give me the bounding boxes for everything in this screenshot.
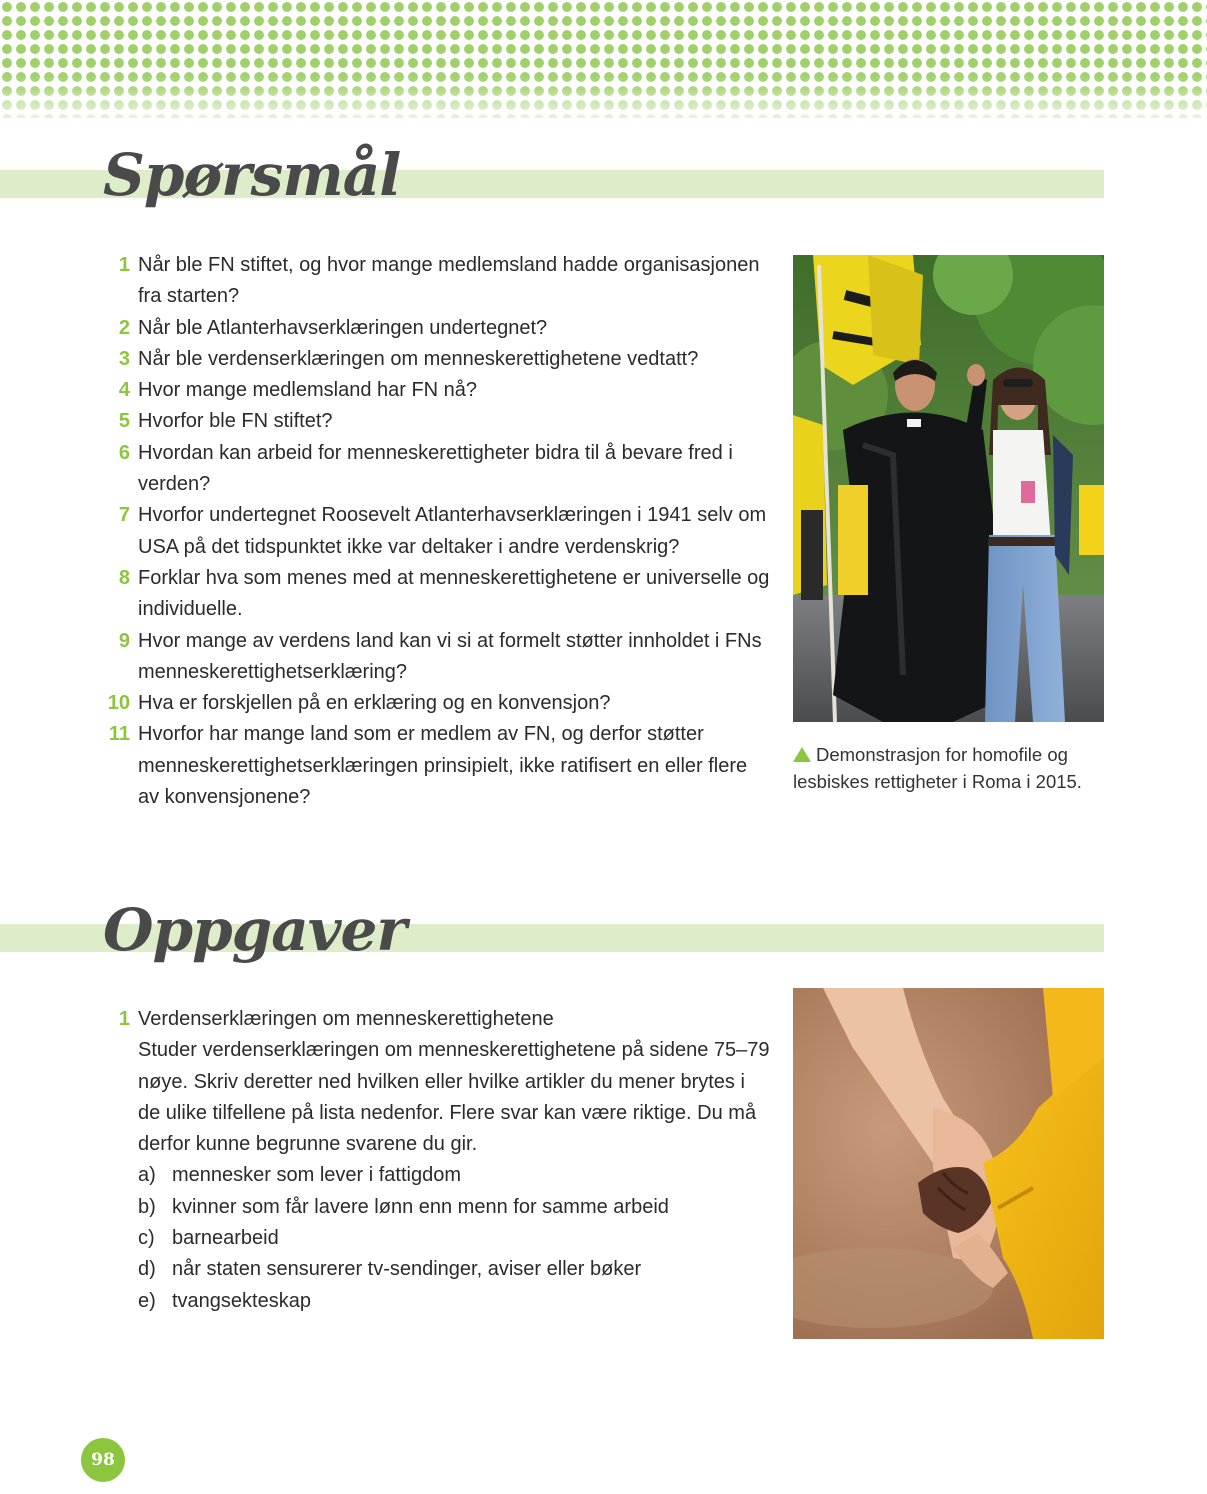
list-item [100, 719, 770, 813]
item-text: mennesker som lever i fattigdom [172, 1164, 462, 1187]
list-item [100, 344, 770, 375]
question-number: 5 [118, 410, 130, 433]
photo-caption: Demonstrasjon for homofile og lesbiskes rettigheter i Roma i 2015. [793, 744, 1082, 792]
list-item [100, 1192, 770, 1223]
holding-hands-photo [793, 988, 1104, 1339]
question-number: 7 [118, 504, 130, 527]
list-item [100, 438, 770, 501]
question-text: Hvorfor ble FN stiftet? [138, 410, 333, 433]
list-item [100, 500, 770, 563]
list-item [100, 688, 770, 719]
list-item [100, 563, 770, 626]
question-number: 3 [118, 347, 130, 370]
item-letter: a) [138, 1164, 156, 1187]
question-text: Hvorfor har mange land som er medlem av FN, og derfor støtter menneskerettighetserklæringen prinsipielt, ikke ratifisert en eller flere av konvensjonene? [138, 723, 748, 809]
question-text: Når ble verdenserklæringen om menneskerettighetene vedtatt? [138, 347, 699, 370]
question-number: 11 [108, 723, 130, 746]
item-letter: d) [138, 1258, 156, 1281]
question-text: Når ble FN stiftet, og hvor mange medlemsland hadde organisasjonen fra starten? [138, 254, 760, 308]
question-text: Hvor mange medlemsland har FN nå? [138, 379, 478, 402]
task-number: 1 [118, 1008, 130, 1030]
tasks-heading: Oppgaver [103, 896, 406, 964]
question-text: Hvorfor undertegnet Roosevelt Atlanterhavserklæringen i 1941 selv om USA på det tidspunktet ikke var deltaker i andre verdenskrig? [138, 504, 767, 558]
question-number: 6 [118, 441, 130, 464]
question-number: 2 [118, 316, 130, 339]
list-item [100, 1286, 770, 1317]
item-text: kvinner som får lavere lønn enn menn for samme arbeid [172, 1195, 669, 1218]
question-number: 1 [118, 254, 130, 276]
question-text: Hvordan kan arbeid for menneskerettigheter bidra til å bevare fred i verden? [138, 441, 733, 496]
list-item [100, 1254, 770, 1285]
question-number: 8 [118, 566, 130, 589]
question-number: 10 [107, 692, 130, 715]
task-title: Verdenserklæringen om menneskerettighetene [138, 1008, 554, 1030]
list-item [100, 313, 770, 344]
list-item [100, 1223, 770, 1254]
item-letter: e) [138, 1289, 156, 1312]
questions-list [100, 250, 770, 813]
list-item [100, 406, 770, 437]
task-1 [100, 1004, 770, 1317]
demonstration-photo [793, 255, 1104, 722]
question-text: Når ble Atlanterhavserklæringen undertegnet? [138, 316, 548, 339]
item-text: når staten sensurerer tv-sendinger, aviser eller bøker [172, 1258, 642, 1281]
list-item [100, 250, 770, 313]
question-text: Hva er forskjellen på en erklæring og en konvensjon? [138, 692, 611, 715]
item-text: tvangsekteskap [172, 1289, 311, 1312]
list-item [100, 626, 770, 689]
page-number: 98 [81, 1438, 125, 1482]
triangle-icon [793, 747, 811, 762]
question-number: 4 [118, 379, 130, 402]
item-letter: b) [138, 1195, 156, 1218]
task-body: Studer verdenserklæringen om menneskerettighetene på sidene 75–79 nøye. Skriv deretter ned hvilken eller hvilke artikler du mener brytes i de ulike tilfellene på lista nedenfor. Flere svar kan være riktige. Du må derfor kunne begrunne svarene du gir. [138, 1039, 770, 1156]
list-item [100, 1160, 770, 1191]
questions-heading: Spørsmål [103, 141, 401, 209]
question-number: 9 [118, 629, 130, 652]
question-text: Forklar hva som menes med at menneskerettighetene er universelle og individuelle. [138, 566, 770, 621]
item-text: barnearbeid [172, 1227, 279, 1250]
question-text: Hvor mange av verdens land kan vi si at formelt støtter innholdet i FNs menneskerettighetserklæring? [138, 629, 762, 683]
list-item [100, 375, 770, 406]
item-letter: c) [138, 1227, 155, 1250]
